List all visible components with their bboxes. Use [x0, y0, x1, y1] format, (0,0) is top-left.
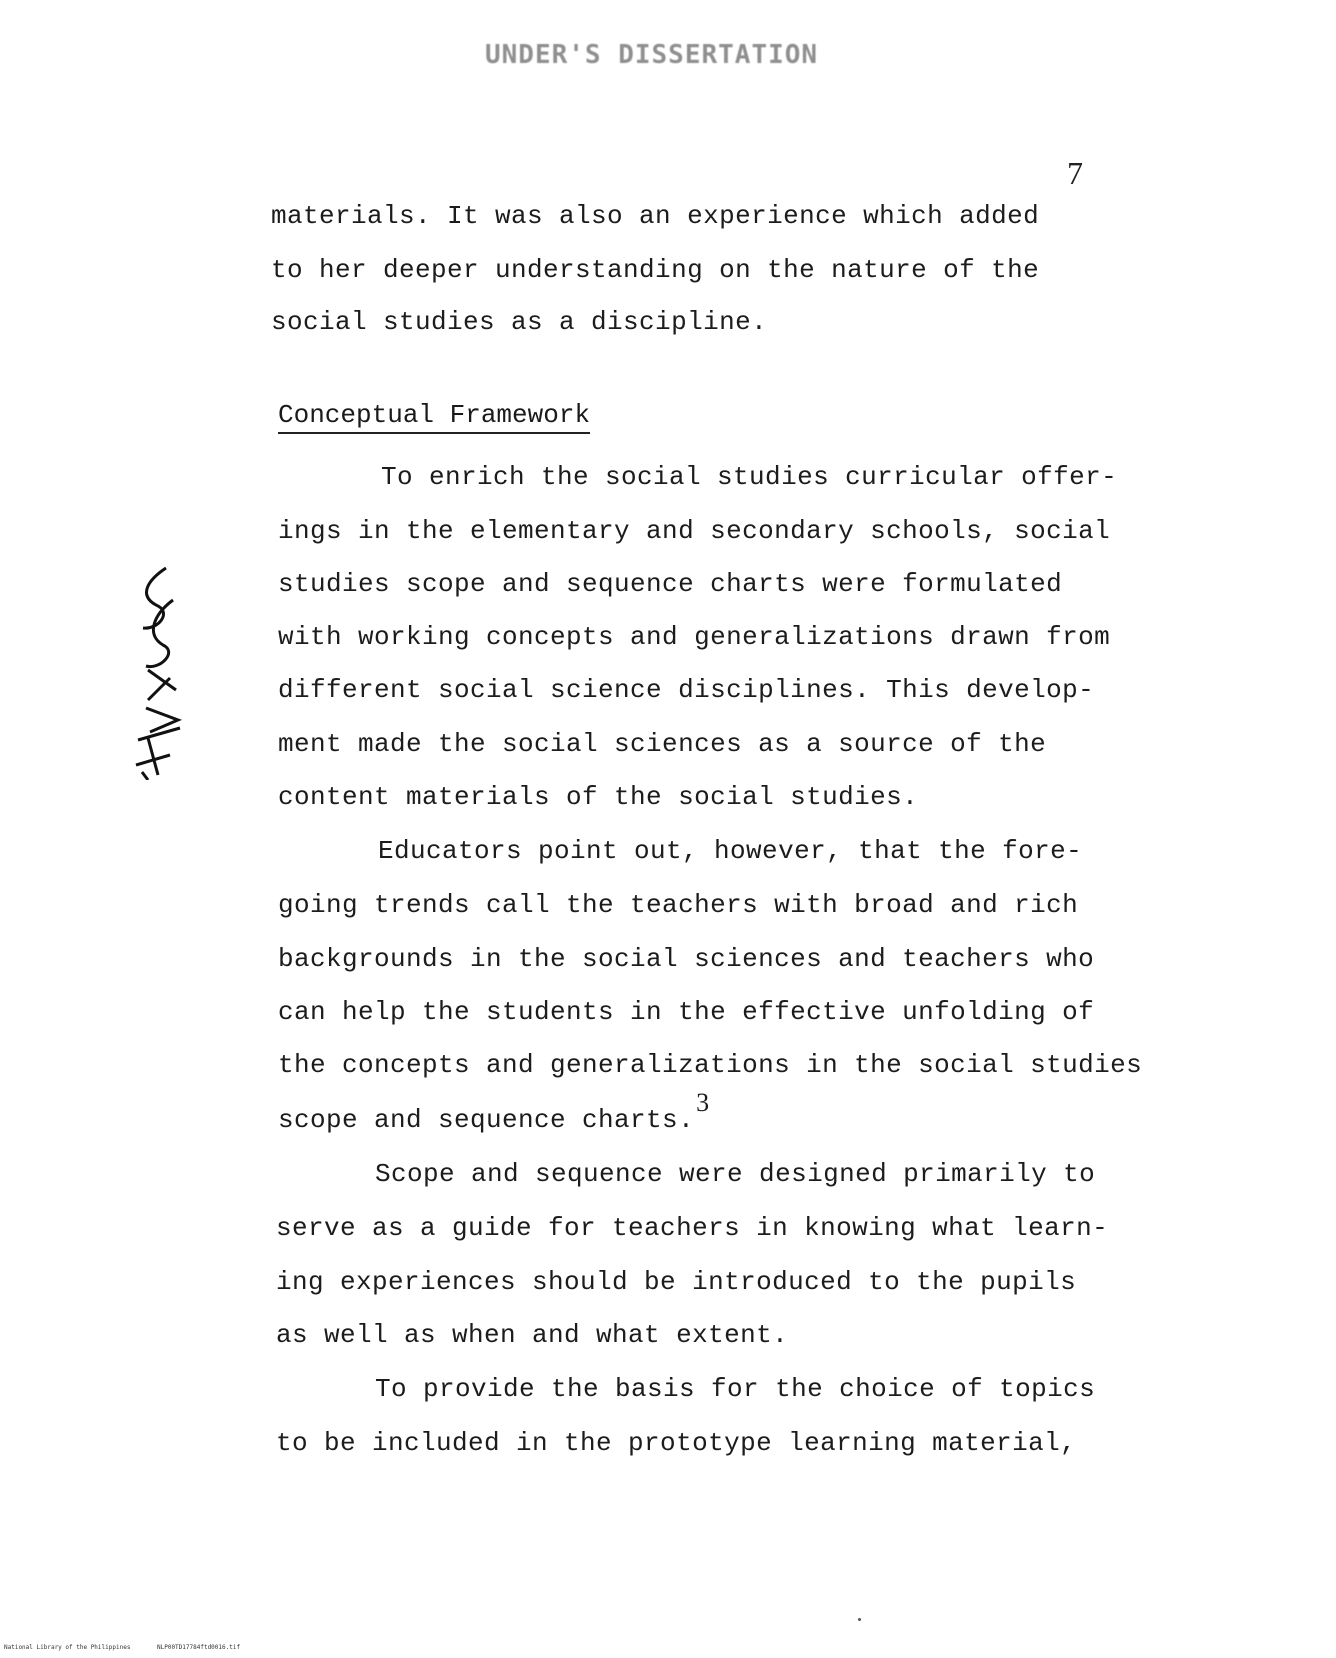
text-line: To enrich the social studies curricular offer-	[381, 462, 1118, 492]
text-line	[278, 1088, 710, 1135]
text-line: social studies as a discipline.	[271, 307, 768, 337]
text-line: serve as a guide for teachers in knowing what learn-	[276, 1213, 1109, 1243]
text-line: as well as when and what extent.	[276, 1320, 789, 1350]
text-line: to be included in the prototype learning material,	[276, 1428, 1077, 1458]
text-line: going trends call the teachers with broad and rich	[278, 890, 1079, 920]
text-line-content: scope and sequence charts.	[278, 1105, 695, 1135]
text-line: content materials of the social studies.	[278, 782, 919, 812]
page-number: 7	[1067, 155, 1083, 191]
text-line: Scope and sequence were designed primarily to	[375, 1159, 1096, 1189]
text-line: backgrounds in the social sciences and teachers who	[278, 944, 1095, 974]
text-line: To provide the basis for the choice of topics	[375, 1374, 1096, 1404]
text-line: the concepts and generalizations in the social studies	[278, 1050, 1143, 1080]
text-line: studies scope and sequence charts were formulated	[278, 569, 1063, 599]
handwritten-margin-note	[118, 560, 188, 780]
text-line: Educators point out, however, that the fore-	[378, 836, 1083, 866]
footer-library: National Library of the Philippines	[4, 1644, 131, 1651]
scan-speck	[858, 1618, 861, 1621]
text-line: can help the students in the effective unfolding of	[278, 997, 1095, 1027]
text-line: with working concepts and generalizations drawn from	[278, 622, 1111, 652]
section-heading: Conceptual Framework	[278, 400, 590, 434]
footnote-reference: 3	[696, 1088, 710, 1117]
header-stamp: UNDER'S DISSERTATION	[485, 40, 819, 70]
handwriting-mark	[118, 560, 188, 780]
text-line: ings in the elementary and secondary schools, social	[278, 516, 1111, 546]
text-line: to her deeper understanding on the nature of the	[271, 255, 1040, 285]
text-line: ing experiences should be introduced to the pupils	[276, 1267, 1077, 1297]
text-line: different social science disciplines. This develop-	[278, 675, 1095, 705]
text-line: materials. It was also an experience which added	[271, 201, 1040, 231]
text-line: ment made the social sciences as a source of the	[278, 729, 1047, 759]
footer-filename: NLP00TD17784ftd0016.tif	[157, 1644, 241, 1651]
